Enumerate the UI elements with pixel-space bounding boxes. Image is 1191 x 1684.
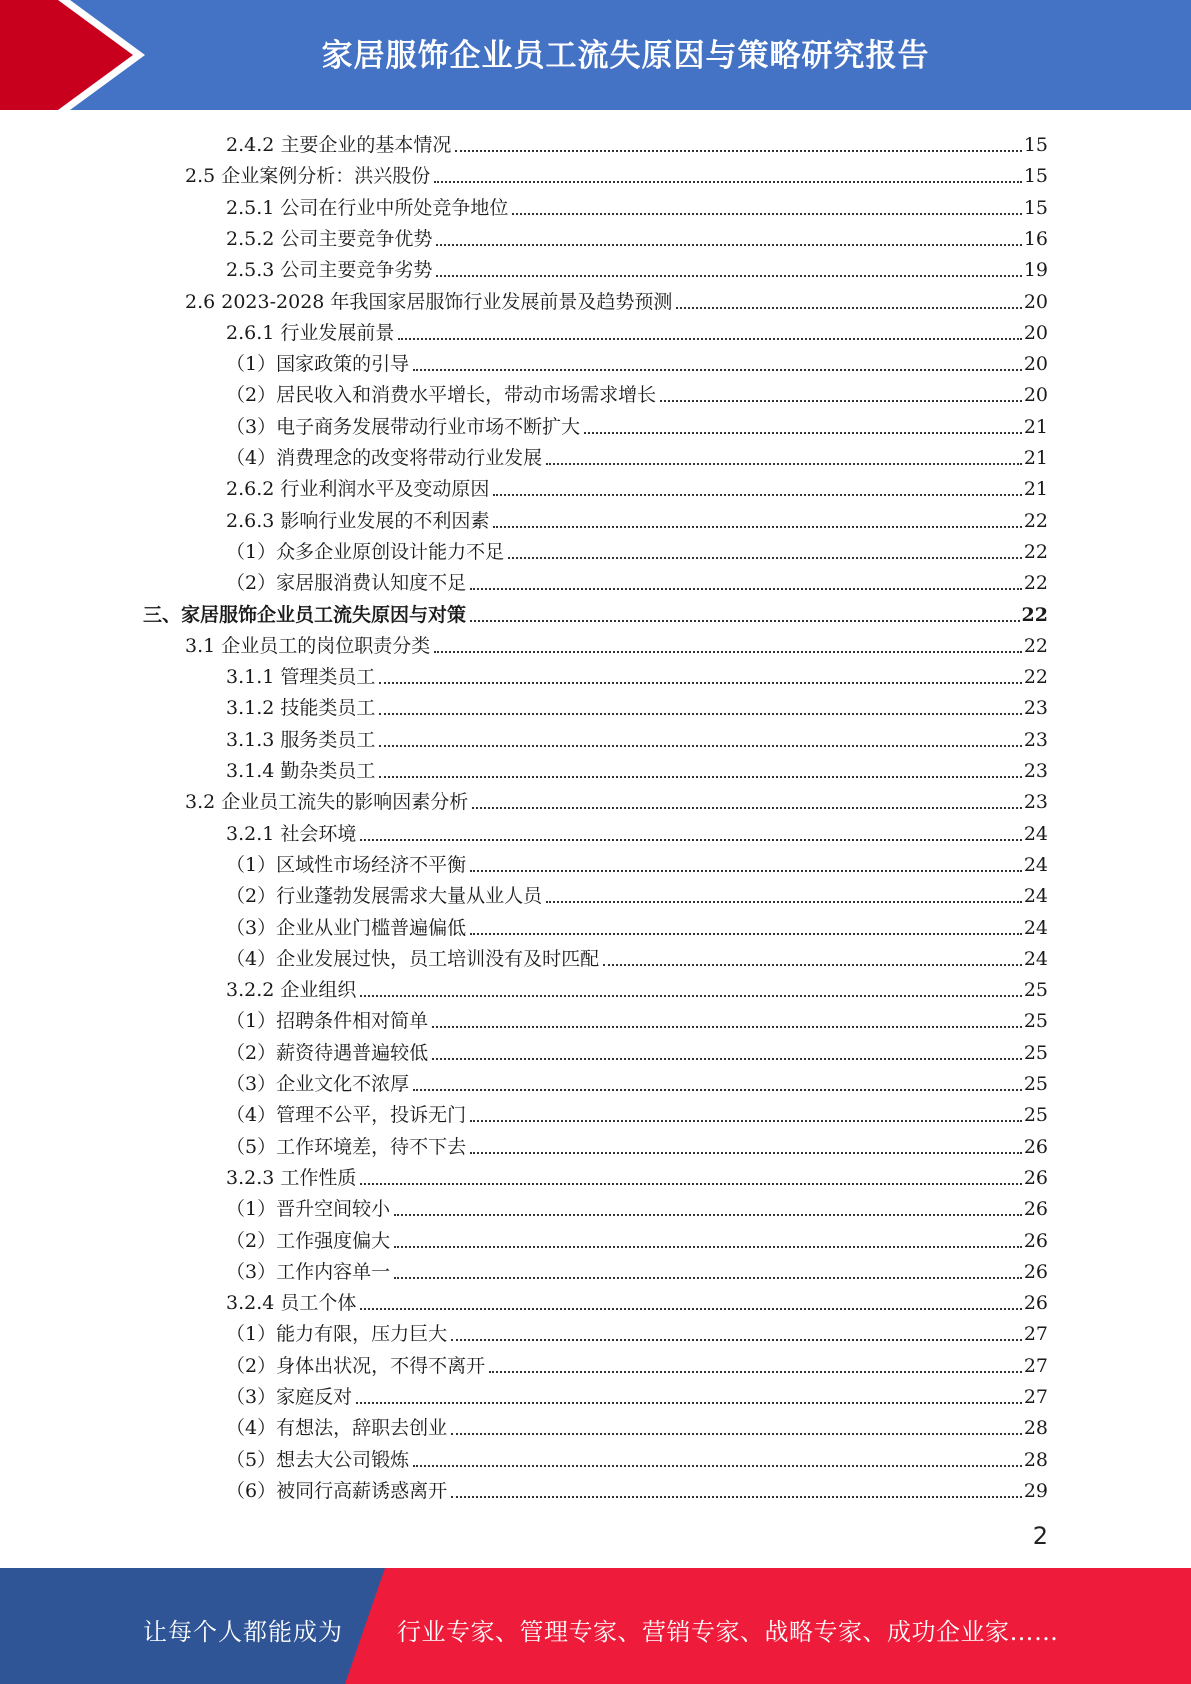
- toc-entry-label: 3.1.4 勤杂类员工: [226, 760, 376, 782]
- toc-dot-leader: [394, 1246, 1022, 1248]
- toc-entry-label: （5）工作环境差，待不下去: [226, 1135, 467, 1158]
- toc-entry[interactable]: [226, 816, 1048, 847]
- toc-entry-label: 3.1 企业员工的岗位职责分类: [185, 634, 431, 657]
- toc-entry-label: （2）身体出状况，不得不离开: [226, 1354, 486, 1377]
- toc-entry-label: （3）电子商务发展带动行业市场不断扩大: [226, 415, 581, 438]
- toc-dot-leader: [451, 1339, 1022, 1341]
- toc-entry-label: 2.6.2 行业利润水平及变动原因: [226, 478, 490, 501]
- toc-entry-page: 23: [1023, 760, 1048, 782]
- header-title: 家居服饰企业员工流失原因与策略研究报告: [321, 38, 930, 74]
- toc-entry-page: 25: [1023, 1104, 1048, 1127]
- toc-entry-label: （2）薪资待遇普遍较低: [226, 1041, 429, 1064]
- toc-entry-page: 23: [1023, 791, 1048, 814]
- toc-dot-leader: [356, 1402, 1022, 1404]
- toc-dot-leader: [470, 870, 1022, 872]
- toc-entry-label: （3）企业从业门槛普遍偏低: [226, 916, 467, 939]
- toc-dot-leader: [413, 369, 1022, 371]
- toc-entry-page: 22: [1023, 540, 1048, 563]
- toc-dot-leader: [436, 244, 1021, 246]
- toc-entry[interactable]: [226, 1160, 1048, 1191]
- toc-dot-leader: [379, 745, 1021, 747]
- toc-entry-label: 2.5 企业案例分析：洪兴股份: [185, 165, 431, 188]
- toc-entry-label: 3.1.3 服务类员工: [226, 728, 376, 751]
- toc-entry-page: 26: [1023, 1198, 1048, 1221]
- toc-entry-page: 29: [1023, 1479, 1048, 1502]
- toc-entry-page: 27: [1023, 1323, 1048, 1346]
- toc-entry[interactable]: [226, 722, 1048, 753]
- toc-entry-label: （4）有想法，辞职去创业: [226, 1417, 448, 1440]
- toc-entry[interactable]: [226, 377, 1048, 408]
- toc-dot-leader: [394, 1277, 1022, 1279]
- toc-entry-page: 27: [1023, 1354, 1048, 1377]
- toc-entry-page: 22: [1021, 603, 1048, 626]
- toc-entry[interactable]: [226, 440, 1048, 471]
- toc-dot-leader: [398, 338, 1021, 340]
- toc-entry-label: （3）企业文化不浓厚: [226, 1073, 410, 1095]
- toc-dot-leader: [455, 150, 1021, 152]
- toc-entry-page: 19: [1023, 259, 1048, 282]
- toc-entry-label: 2.6.1 行业发展前景: [226, 321, 395, 344]
- toc-entry-label: 2.5.3 公司主要竞争劣势: [226, 259, 433, 282]
- footer-slogan-right: 行业专家、管理专家、营销专家、战略专家、成功企业家……: [397, 1618, 1059, 1646]
- toc-entry[interactable]: [226, 1285, 1048, 1316]
- toc-dot-leader: [413, 1089, 1022, 1091]
- page-header: [0, 0, 1191, 110]
- toc-entry[interactable]: [226, 221, 1048, 252]
- toc-dot-leader: [470, 1120, 1022, 1122]
- toc-entry-label: 2.5.1 公司在行业中所处竞争地位: [226, 196, 509, 219]
- toc-entry[interactable]: [226, 252, 1048, 283]
- toc-entry[interactable]: [226, 1223, 1048, 1254]
- toc-entry[interactable]: [226, 346, 1048, 377]
- toc-entry[interactable]: [226, 1066, 1048, 1097]
- toc-dot-leader: [360, 839, 1021, 841]
- toc-entry[interactable]: [226, 659, 1048, 690]
- toc-entry[interactable]: [226, 471, 1048, 502]
- toc-dot-leader: [472, 807, 1022, 809]
- toc-entry-page: 26: [1023, 1166, 1048, 1189]
- toc-dot-leader: [489, 1371, 1022, 1373]
- toc-entry[interactable]: [226, 1035, 1048, 1066]
- toc-dot-leader: [436, 275, 1021, 277]
- toc-dot-leader: [434, 651, 1022, 653]
- toc-entry[interactable]: [185, 158, 1048, 189]
- toc-dot-leader: [470, 588, 1022, 590]
- toc-dot-leader: [512, 213, 1021, 215]
- toc-entry-label: 3.2 企业员工流失的影响因素分析: [185, 791, 469, 814]
- toc-entry-label: 3.1.1 管理类员工: [226, 666, 376, 689]
- toc-entry-page: 26: [1023, 1292, 1048, 1315]
- toc-dot-leader: [360, 1308, 1021, 1310]
- toc-dot-leader: [432, 1058, 1022, 1060]
- toc-entry-label: （6）被同行高薪诱惑离开: [226, 1479, 448, 1502]
- toc-entry-label: （1）区域性市场经济不平衡: [226, 853, 467, 876]
- toc-entry-label: （2）家居服消费认知度不足: [226, 572, 467, 595]
- toc-entry-label: 3.2.4 员工个体: [226, 1292, 357, 1315]
- toc-dot-leader: [603, 964, 1022, 966]
- toc-entry-page: 20: [1023, 353, 1048, 376]
- toc-entry-label: 2.6 2023-2028 年我国家居服饰行业发展前景及趋势预测: [185, 290, 673, 313]
- toc-entry-label: 3.2.2 企业组织: [226, 979, 357, 1002]
- toc-entry-page: 28: [1023, 1448, 1048, 1471]
- toc-dot-leader: [546, 463, 1022, 465]
- toc-dot-leader: [432, 1026, 1022, 1028]
- toc-entry[interactable]: [226, 1410, 1048, 1441]
- toc-entry-label: （1）国家政策的引导: [226, 353, 410, 376]
- toc-entry-page: 25: [1023, 1010, 1048, 1033]
- toc-entry[interactable]: [226, 878, 1048, 909]
- toc-dot-leader: [360, 995, 1021, 997]
- toc-entry-page: 16: [1023, 227, 1048, 250]
- toc-entry-label: （5）想去大公司锻炼: [226, 1448, 410, 1471]
- toc-entry[interactable]: [226, 941, 1048, 972]
- toc-dot-leader: [493, 526, 1021, 528]
- toc-entry-page: 26: [1023, 1229, 1048, 1252]
- toc-entry-page: 26: [1023, 1260, 1048, 1283]
- toc-entry-page: 25: [1023, 979, 1048, 1002]
- toc-entry-label: （1）晋升空间较小: [226, 1198, 391, 1221]
- toc-entry-page: 20: [1023, 321, 1048, 344]
- toc-entry-page: 24: [1023, 947, 1048, 970]
- toc-entry-label: 2.6.3 影响行业发展的不利因素: [226, 509, 490, 532]
- toc-dot-leader: [546, 901, 1022, 903]
- toc-dot-leader: [379, 682, 1021, 684]
- toc-entry[interactable]: [143, 597, 1048, 628]
- toc-entry-page: 24: [1023, 853, 1048, 876]
- toc-dot-leader: [451, 1496, 1022, 1498]
- toc-entry-label: （1）众多企业原创设计能力不足: [226, 540, 505, 563]
- toc-entry[interactable]: [226, 503, 1048, 534]
- footer-slogan-left: 让每个人都能成为: [143, 1618, 343, 1646]
- toc-dot-leader: [660, 400, 1022, 402]
- toc-dot-leader: [434, 181, 1022, 183]
- toc-entry-page: 24: [1023, 822, 1048, 845]
- toc-entry-page: 23: [1023, 697, 1048, 720]
- toc-dot-leader: [379, 776, 1021, 778]
- toc-entry-page: 26: [1023, 1135, 1048, 1158]
- toc-entry-page: 23: [1023, 728, 1048, 751]
- toc-dot-leader: [470, 620, 1020, 622]
- toc-entry-page: 22: [1023, 572, 1048, 595]
- toc-entry-page: 25: [1023, 1073, 1048, 1095]
- toc-entry[interactable]: [226, 1097, 1048, 1128]
- toc-entry-label: （3）家庭反对: [226, 1386, 353, 1408]
- toc-entry[interactable]: [185, 784, 1048, 815]
- toc-entry-label: （3）工作内容单一: [226, 1260, 391, 1283]
- toc-entry-page: 20: [1023, 290, 1048, 313]
- toc-entry[interactable]: [226, 690, 1048, 721]
- toc-dot-leader: [470, 933, 1022, 935]
- toc-entry[interactable]: [185, 628, 1048, 659]
- toc-entry[interactable]: [226, 1254, 1048, 1285]
- toc-entry-page: 28: [1023, 1417, 1048, 1440]
- toc-entry-label: （1）能力有限，压力巨大: [226, 1323, 448, 1346]
- toc-entry-page: 25: [1023, 1041, 1048, 1064]
- toc-entry[interactable]: [226, 847, 1048, 878]
- toc-entry-page: 22: [1023, 634, 1048, 657]
- page-footer: [0, 1568, 1191, 1684]
- toc-entry[interactable]: [226, 127, 1048, 158]
- toc-entry-page: 22: [1023, 509, 1048, 532]
- toc-entry-page: 15: [1023, 134, 1048, 156]
- toc-entry-page: 24: [1023, 916, 1048, 939]
- toc-entry-label: （2）工作强度偏大: [226, 1229, 391, 1252]
- toc-entry-page: 21: [1023, 415, 1048, 438]
- toc-entry-label: 3.2.3 工作性质: [226, 1166, 357, 1189]
- toc-entry-label: 3.1.2 技能类员工: [226, 697, 376, 720]
- toc-entry[interactable]: [226, 972, 1048, 1003]
- page-number: 2: [1032, 1522, 1048, 1550]
- toc-entry-label: （4）管理不公平，投诉无门: [226, 1104, 467, 1127]
- toc-entry[interactable]: [226, 910, 1048, 941]
- toc-dot-leader: [676, 307, 1021, 309]
- toc-entry-label: （2）行业蓬勃发展需求大量从业人员: [226, 885, 543, 908]
- toc-entry-page: 15: [1023, 165, 1048, 188]
- toc-dot-leader: [360, 1183, 1021, 1185]
- toc-entry-page: 27: [1023, 1386, 1048, 1408]
- toc-entry[interactable]: [226, 753, 1048, 784]
- toc-dot-leader: [508, 557, 1022, 559]
- toc-entry-label: （1）招聘条件相对简单: [226, 1010, 429, 1033]
- toc-entry-label: （4）企业发展过快，员工培训没有及时匹配: [226, 947, 600, 970]
- toc-entry[interactable]: [226, 1379, 1048, 1410]
- toc-dot-leader: [413, 1465, 1022, 1467]
- toc-entry[interactable]: [226, 315, 1048, 346]
- toc-entry-label: 2.5.2 公司主要竞争优势: [226, 227, 433, 250]
- toc-dot-leader: [451, 1433, 1022, 1435]
- toc-dot-leader: [470, 1152, 1022, 1154]
- toc-entry-label: 2.4.2 主要企业的基本情况: [226, 134, 452, 156]
- toc-dot-leader: [394, 1214, 1022, 1216]
- toc-entry[interactable]: [226, 1191, 1048, 1222]
- toc-entry[interactable]: [226, 1003, 1048, 1034]
- toc-entry[interactable]: [226, 534, 1048, 565]
- toc-entry[interactable]: [226, 1316, 1048, 1347]
- toc-dot-leader: [493, 494, 1021, 496]
- toc-entry[interactable]: [226, 1442, 1048, 1473]
- toc-entry-page: 15: [1023, 196, 1048, 219]
- toc-entry-page: 24: [1023, 885, 1048, 908]
- toc-entry[interactable]: [226, 1129, 1048, 1160]
- toc-entry-label: 三、家居服饰企业员工流失原因与对策: [143, 603, 467, 626]
- toc-entry-page: 21: [1023, 478, 1048, 501]
- toc-dot-leader: [584, 432, 1022, 434]
- toc-entry[interactable]: [226, 190, 1048, 221]
- toc-entry-page: 22: [1023, 666, 1048, 689]
- toc-entry[interactable]: [226, 409, 1048, 440]
- toc-entry[interactable]: [185, 284, 1048, 315]
- toc-entry[interactable]: [226, 1473, 1048, 1504]
- toc-entry-label: （2）居民收入和消费水平增长，带动市场需求增长: [226, 384, 657, 407]
- toc-entry[interactable]: [226, 1348, 1048, 1379]
- toc-entry-page: 20: [1023, 384, 1048, 407]
- toc-entry-label: 3.2.1 社会环境: [226, 822, 357, 845]
- toc-entry[interactable]: [226, 565, 1048, 596]
- toc-entry-label: （4）消费理念的改变将带动行业发展: [226, 447, 543, 469]
- toc-dot-leader: [379, 713, 1021, 715]
- toc-entry-page: 21: [1023, 447, 1048, 469]
